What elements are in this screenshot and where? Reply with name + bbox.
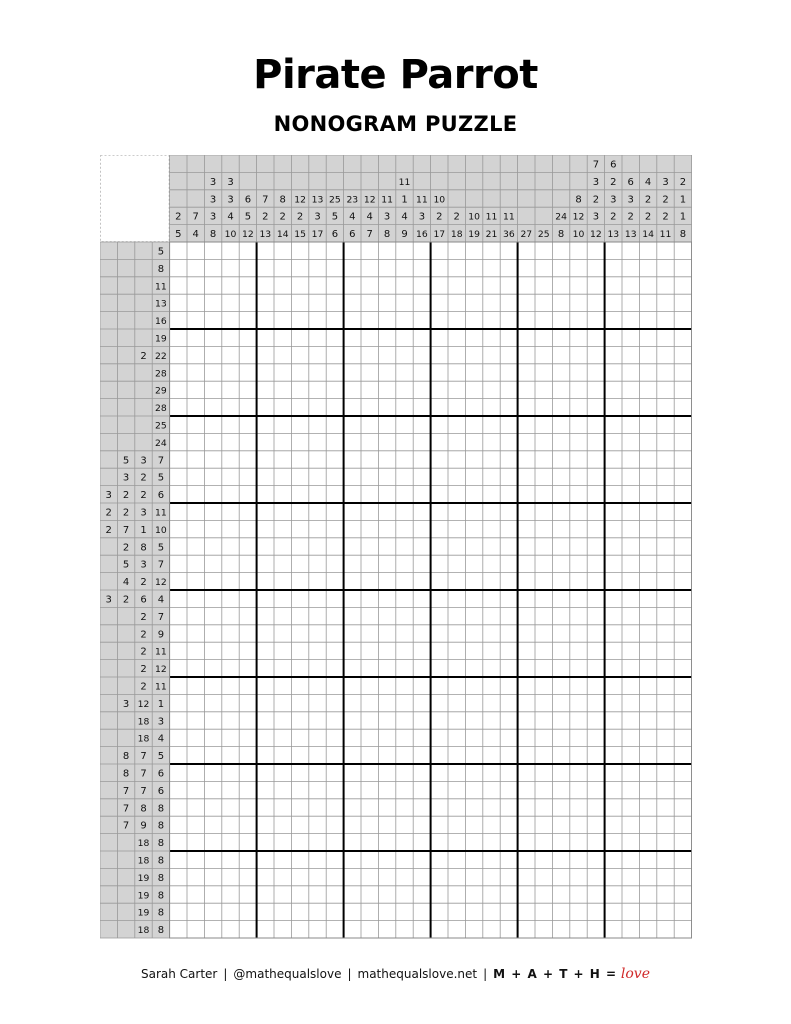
column-clue-number: 12 bbox=[363, 194, 376, 206]
column-clue-number: 2 bbox=[610, 176, 617, 188]
row-clue-number: 3 bbox=[122, 698, 130, 710]
row-clue-number: 2 bbox=[140, 664, 147, 676]
footer-author: Sarah Carter bbox=[140, 967, 218, 981]
column-clue-number: 2 bbox=[175, 211, 182, 223]
column-clue-number: 21 bbox=[485, 229, 498, 241]
column-clue-number: 13 bbox=[624, 229, 637, 241]
column-clue-number: 5 bbox=[331, 211, 339, 223]
footer-website: mathequalslove.net bbox=[357, 967, 478, 981]
column-clue-number: 2 bbox=[279, 211, 286, 223]
column-clue-number: 8 bbox=[679, 229, 687, 241]
corner-box bbox=[101, 156, 170, 242]
column-clue-number: 9 bbox=[401, 229, 408, 241]
column-clue-number: 8 bbox=[209, 229, 217, 241]
row-clue-number: 5 bbox=[157, 472, 165, 484]
column-clue-number: 19 bbox=[468, 229, 480, 241]
column-clue-number: 3 bbox=[314, 211, 321, 223]
row-clue-number: 2 bbox=[122, 490, 130, 502]
column-clue-number: 11 bbox=[398, 176, 411, 188]
column-clue-number: 6 bbox=[349, 229, 356, 241]
row-clue-number: 19 bbox=[137, 890, 150, 902]
column-clue-number: 1 bbox=[401, 194, 408, 206]
column-clue-number: 4 bbox=[349, 211, 356, 223]
row-clue-number: 19 bbox=[137, 907, 150, 919]
row-clue-number: 28 bbox=[155, 368, 167, 380]
column-clue-number: 6 bbox=[244, 194, 252, 206]
row-clue-number: 8 bbox=[140, 542, 147, 554]
column-clue-number: 15 bbox=[294, 229, 306, 241]
column-clue-number: 2 bbox=[592, 194, 600, 206]
row-clue-number: 3 bbox=[105, 490, 112, 502]
row-clue-number: 1 bbox=[157, 698, 165, 710]
column-clue-number: 2 bbox=[627, 211, 634, 223]
row-clue-number: 12 bbox=[155, 577, 167, 589]
column-clue-number: 13 bbox=[607, 229, 620, 241]
column-clue-number: 3 bbox=[662, 176, 669, 188]
column-clue-number: 2 bbox=[644, 194, 652, 206]
row-clue-number: 2 bbox=[140, 629, 147, 641]
row-clue-number: 7 bbox=[122, 820, 130, 832]
footer-handle: @mathequalslove bbox=[233, 967, 342, 981]
row-clue-number: 8 bbox=[157, 925, 165, 937]
row-clue-number: 11 bbox=[155, 646, 167, 658]
row-clue-number: 13 bbox=[155, 298, 167, 310]
row-clue-number: 8 bbox=[122, 768, 130, 780]
row-clue-number: 8 bbox=[157, 838, 165, 850]
column-clue-number: 7 bbox=[592, 159, 600, 171]
footer-separator: | bbox=[483, 967, 488, 981]
row-clue-number: 8 bbox=[157, 890, 165, 902]
row-clue-number: 8 bbox=[157, 820, 165, 832]
row-clue-number: 8 bbox=[157, 855, 165, 867]
row-clue-number: 7 bbox=[157, 455, 165, 467]
row-clue-number: 2 bbox=[105, 507, 112, 519]
column-clue-number: 2 bbox=[679, 176, 687, 188]
column-clue-number: 3 bbox=[209, 194, 217, 206]
row-clue-number: 11 bbox=[155, 681, 167, 693]
column-clue-number: 5 bbox=[175, 229, 182, 241]
column-clue-number: 7 bbox=[262, 194, 269, 206]
row-clue-number: 18 bbox=[137, 855, 150, 867]
column-clue-number: 10 bbox=[468, 211, 480, 223]
row-clue-number: 2 bbox=[140, 611, 147, 623]
column-clue-number: 10 bbox=[572, 229, 585, 241]
row-clue-number: 8 bbox=[157, 263, 165, 275]
page-title: Pirate Parrot bbox=[253, 52, 538, 98]
nonogram-grid bbox=[100, 155, 692, 941]
column-clue-number: 1 bbox=[679, 194, 687, 206]
row-clue-number: 18 bbox=[137, 925, 150, 937]
row-clue-number: 6 bbox=[140, 594, 147, 606]
footer-separator: | bbox=[223, 967, 228, 981]
row-clue-number: 18 bbox=[137, 716, 150, 728]
row-clue-number: 8 bbox=[122, 751, 130, 763]
row-clue-number: 6 bbox=[157, 785, 165, 797]
row-clue-number: 3 bbox=[140, 559, 147, 571]
column-clue-number: 3 bbox=[418, 211, 426, 223]
column-clue-number: 27 bbox=[520, 229, 533, 241]
row-clue-number: 28 bbox=[155, 403, 167, 415]
row-clue-number: 18 bbox=[137, 733, 150, 745]
column-clue-number: 24 bbox=[555, 211, 567, 223]
column-clue-number: 11 bbox=[485, 211, 498, 223]
footer-brand: M + A + T + H = bbox=[493, 967, 618, 981]
column-clue-number: 2 bbox=[296, 211, 304, 223]
row-clue-number: 7 bbox=[140, 785, 147, 797]
row-clue-number: 2 bbox=[122, 542, 130, 554]
row-clue-number: 25 bbox=[155, 420, 167, 432]
row-clue-number: 5 bbox=[122, 559, 130, 571]
row-clue-number: 7 bbox=[122, 785, 130, 797]
column-clue-number: 2 bbox=[662, 211, 669, 223]
row-clue-number: 24 bbox=[155, 437, 167, 449]
column-clue-number: 6 bbox=[627, 176, 634, 188]
column-clue-number: 8 bbox=[575, 194, 582, 206]
row-clue-number: 2 bbox=[140, 681, 147, 693]
footer-separator: | bbox=[347, 967, 352, 981]
row-clue-number: 2 bbox=[140, 472, 147, 484]
column-clue-number: 3 bbox=[209, 211, 217, 223]
column-clue-number: 2 bbox=[644, 211, 652, 223]
row-clue-number: 11 bbox=[155, 507, 167, 519]
row-clue-number: 7 bbox=[122, 524, 130, 536]
column-clue-number: 2 bbox=[610, 211, 617, 223]
column-clue-number: 14 bbox=[642, 229, 654, 241]
row-clue-number: 2 bbox=[140, 577, 147, 589]
row-clue-number: 7 bbox=[157, 611, 165, 623]
row-clue-number: 8 bbox=[157, 872, 165, 884]
column-clue-number: 2 bbox=[262, 211, 269, 223]
column-clue-number: 3 bbox=[227, 194, 234, 206]
column-clue-number: 3 bbox=[627, 194, 634, 206]
row-clue-number: 1 bbox=[140, 524, 147, 536]
column-clue-number: 4 bbox=[192, 229, 199, 241]
row-clue-number: 12 bbox=[137, 698, 150, 710]
row-clue-number: 4 bbox=[122, 577, 130, 589]
row-clue-number: 7 bbox=[122, 803, 130, 815]
column-clue-number: 11 bbox=[503, 211, 515, 223]
row-clue-number: 18 bbox=[137, 838, 150, 850]
column-clue-number: 5 bbox=[244, 211, 252, 223]
row-clue-number: 4 bbox=[157, 733, 165, 745]
page-subtitle: NONOGRAM PUZZLE bbox=[273, 112, 518, 136]
column-clue-number: 14 bbox=[276, 229, 289, 241]
row-clue-number: 22 bbox=[155, 350, 167, 362]
column-clue-number: 7 bbox=[366, 229, 373, 241]
column-clue-number: 10 bbox=[224, 229, 237, 241]
column-clue-number: 10 bbox=[433, 194, 446, 206]
column-clue-number: 13 bbox=[259, 229, 272, 241]
row-clue-number: 6 bbox=[157, 768, 165, 780]
footer bbox=[0, 966, 791, 982]
row-clue-number: 2 bbox=[122, 507, 130, 519]
row-clue-number: 8 bbox=[157, 907, 165, 919]
column-clue-number: 4 bbox=[644, 176, 652, 188]
column-clue-number: 8 bbox=[279, 194, 286, 206]
column-clue-number: 36 bbox=[503, 229, 515, 241]
row-clue-number: 12 bbox=[155, 664, 167, 676]
column-clue-number: 8 bbox=[557, 229, 565, 241]
column-clue-number: 25 bbox=[537, 229, 550, 241]
row-clue-number: 16 bbox=[155, 316, 167, 328]
row-clue-number: 11 bbox=[155, 281, 167, 293]
footer-brand-love: love bbox=[620, 966, 650, 982]
column-clue-number: 3 bbox=[610, 194, 617, 206]
column-clue-number: 4 bbox=[366, 211, 373, 223]
row-clue-number: 6 bbox=[157, 490, 165, 502]
row-clue-number: 7 bbox=[140, 768, 147, 780]
column-clue-number: 3 bbox=[383, 211, 391, 223]
column-clue-number: 3 bbox=[592, 211, 600, 223]
column-clue-number: 13 bbox=[311, 194, 324, 206]
row-clue-number: 4 bbox=[157, 594, 165, 606]
column-clue-number: 16 bbox=[416, 229, 428, 241]
row-clue-number: 2 bbox=[140, 490, 147, 502]
row-clue-number: 3 bbox=[140, 507, 147, 519]
row-clue-number: 5 bbox=[157, 542, 165, 554]
column-clue-number: 12 bbox=[590, 229, 602, 241]
row-clue-number: 8 bbox=[157, 803, 165, 815]
row-clue-number: 9 bbox=[140, 820, 147, 832]
column-clue-number: 2 bbox=[662, 194, 669, 206]
column-clue-number: 7 bbox=[192, 211, 199, 223]
column-clue-number: 25 bbox=[329, 194, 341, 206]
row-clue-number: 3 bbox=[140, 455, 147, 467]
row-clue-number: 8 bbox=[140, 803, 147, 815]
row-clue-number: 2 bbox=[122, 594, 130, 606]
row-clue-number: 3 bbox=[157, 716, 165, 728]
column-clue-number: 4 bbox=[401, 211, 408, 223]
column-clue-number: 3 bbox=[592, 176, 600, 188]
row-clue-number: 29 bbox=[155, 385, 167, 397]
row-clue-number: 19 bbox=[137, 872, 150, 884]
column-clue-number: 6 bbox=[331, 229, 339, 241]
column-clue-number: 2 bbox=[436, 211, 443, 223]
column-clue-number: 12 bbox=[242, 229, 254, 241]
row-clue-number: 2 bbox=[140, 646, 147, 658]
column-clue-number: 4 bbox=[227, 211, 234, 223]
row-clue-number: 7 bbox=[140, 751, 147, 763]
row-clue-number: 10 bbox=[155, 524, 167, 536]
row-clue-number: 19 bbox=[155, 333, 167, 345]
column-clue-number: 11 bbox=[416, 194, 428, 206]
column-clue-number: 1 bbox=[679, 211, 687, 223]
row-clue-number: 2 bbox=[105, 524, 112, 536]
column-clue-number: 23 bbox=[346, 194, 359, 206]
row-clue-number: 5 bbox=[122, 455, 130, 467]
row-clue-number: 9 bbox=[157, 629, 165, 641]
column-clue-number: 2 bbox=[453, 211, 460, 223]
column-clue-number: 17 bbox=[433, 229, 446, 241]
row-clue-number: 5 bbox=[157, 751, 165, 763]
column-clue-number: 18 bbox=[450, 229, 463, 241]
column-clue-number: 12 bbox=[294, 194, 306, 206]
column-clue-number: 6 bbox=[610, 159, 617, 171]
column-clue-number: 12 bbox=[572, 211, 585, 223]
row-clue-number: 3 bbox=[105, 594, 112, 606]
column-clue-number: 8 bbox=[383, 229, 391, 241]
row-clue-number: 3 bbox=[122, 472, 130, 484]
row-clue-number: 5 bbox=[157, 246, 165, 258]
row-clue-number: 2 bbox=[140, 350, 147, 362]
column-clue-number: 11 bbox=[659, 229, 672, 241]
column-clue-number: 3 bbox=[209, 176, 217, 188]
column-clue-number: 11 bbox=[381, 194, 393, 206]
row-clue-number: 7 bbox=[157, 559, 165, 571]
column-clue-number: 17 bbox=[311, 229, 324, 241]
column-clue-number: 3 bbox=[227, 176, 234, 188]
